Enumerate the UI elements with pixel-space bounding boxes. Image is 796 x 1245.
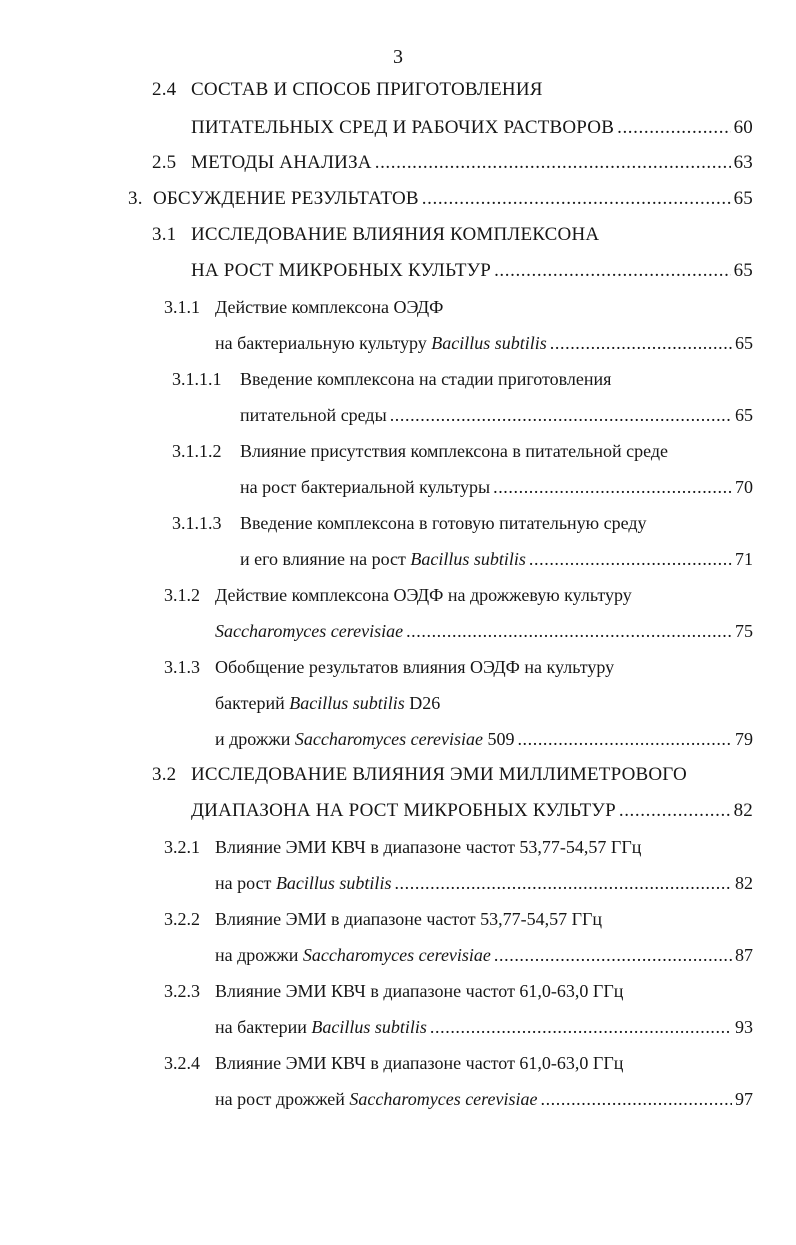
section-title-line2: ПИТАТЕЛЬНЫХ СРЕД И РАБОЧИХ РАСТВОРОВ	[191, 117, 615, 138]
toc-leader-line	[215, 1015, 753, 1039]
page-ref: 65	[735, 405, 753, 425]
section-title-line1: Влияние ЭМИ КВЧ в диапазоне частот 53,77-54,57 ГГц	[215, 837, 642, 857]
toc-leader-line	[240, 403, 753, 427]
section-number: 3.2.3	[164, 981, 200, 1001]
page-ref: 79	[735, 729, 753, 749]
section-title-line1: Обобщение результатов влияния ОЭДФ на культуру	[215, 657, 615, 677]
section-title: МЕТОДЫ АНАЛИЗА	[191, 152, 372, 173]
section-title: ОБСУЖДЕНИЕ РЕЗУЛЬТАТОВ	[153, 188, 419, 209]
section-title-line1: Влияние ЭМИ КВЧ в диапазоне частот 61,0-63,0 ГГц	[215, 1053, 624, 1073]
strain-code: 509	[487, 729, 515, 749]
section-title-line1: ИССЛЕДОВАНИЕ ВЛИЯНИЯ ЭМИ МИЛЛИМЕТРОВОГО	[191, 764, 687, 785]
section-number: 3.1.1.3	[172, 513, 222, 533]
section-number: 2.5	[152, 152, 177, 173]
section-title-line2: и его влияние на рост	[240, 549, 406, 569]
section-title-line2: на дрожжи	[215, 945, 299, 965]
toc-leader-line	[215, 943, 753, 967]
page-ref: 60	[733, 117, 753, 138]
species-name: Bacillus subtilis	[275, 873, 392, 893]
section-title-line3: и дрожжи	[215, 729, 291, 749]
page-number: 3	[393, 46, 403, 68]
section-number: 3.1.1	[164, 297, 200, 317]
page-ref: 65	[735, 333, 753, 353]
page-ref: 63	[733, 152, 753, 173]
strain-code: D26	[409, 693, 441, 713]
section-title-line1: Влияние ЭМИ КВЧ в диапазоне частот 61,0-63,0 ГГц	[215, 981, 624, 1001]
toc-leader-line	[215, 331, 753, 355]
section-title-line1: Влияние присутствия комплексона в питательной среде	[240, 441, 668, 461]
page-ref: 93	[735, 1017, 753, 1037]
title-text: бактерий	[215, 693, 285, 713]
page-ref: 82	[735, 873, 753, 893]
section-title-line2: на рост дрожжей	[215, 1089, 345, 1109]
page-ref: 65	[733, 188, 753, 209]
section-title-line1: СОСТАВ И СПОСОБ ПРИГОТОВЛЕНИЯ	[191, 79, 543, 100]
section-number: 3.1	[152, 224, 177, 245]
section-number: 3.2.4	[164, 1053, 200, 1073]
section-title-line1: Действие комплексона ОЭДФ	[215, 297, 444, 317]
toc-leader-line	[240, 547, 753, 571]
toc-leader-line	[215, 619, 753, 643]
section-number: 3.1.1.2	[172, 441, 222, 461]
toc-leader-line	[191, 259, 753, 283]
section-number: 3.1.1.1	[172, 369, 222, 389]
section-number: 3.2	[152, 764, 177, 785]
toc-leader-line	[240, 475, 753, 499]
species-name: Bacillus subtilis	[410, 549, 526, 569]
section-title-line2	[215, 691, 440, 715]
species-name: Bacillus subtilis	[431, 333, 547, 353]
species-name: Bacillus subtilis	[311, 1017, 427, 1037]
toc-leader-line	[153, 187, 753, 211]
page-ref: 82	[733, 800, 753, 821]
toc-leader-line	[215, 871, 753, 895]
section-title-line2: питательной среды	[240, 405, 387, 425]
section-number: 3.1.2	[164, 585, 200, 605]
species-name: Saccharomyces cerevisiae	[302, 945, 491, 965]
page-ref: 75	[735, 621, 753, 641]
section-title-line1: Действие комплексона ОЭДФ на дрожжевую культуру	[215, 585, 632, 605]
section-title-line2: на рост	[215, 873, 272, 893]
section-title-line2: на рост бактериальной культуры	[240, 477, 491, 497]
toc-leader-line	[191, 116, 753, 140]
species-name: Saccharomyces cerevisiae	[349, 1089, 538, 1109]
section-number: 3.2.2	[164, 909, 200, 929]
section-number: 3.1.3	[164, 657, 200, 677]
page-ref: 71	[735, 549, 753, 569]
section-number: 3.	[128, 188, 143, 209]
section-title-line1: Введение комплексона в готовую питательную среду	[240, 513, 647, 533]
section-title-line1: ИССЛЕДОВАНИЕ ВЛИЯНИЯ КОМПЛЕКСОНА	[191, 224, 600, 245]
section-number: 2.4	[152, 79, 177, 100]
section-title-line1: Введение комплексона на стадии приготовления	[240, 369, 612, 389]
species-name: Saccharomyces cerevisiae	[294, 729, 483, 749]
page-ref: 87	[735, 945, 753, 965]
page-ref: 65	[733, 260, 753, 281]
page-ref: 70	[735, 477, 753, 497]
species-name: Saccharomyces cerevisiae	[215, 621, 404, 641]
section-title-line1: Влияние ЭМИ в диапазоне частот 53,77-54,57 ГГц	[215, 909, 603, 929]
page-ref: 97	[735, 1089, 753, 1109]
toc-leader-line	[215, 1087, 753, 1111]
section-number: 3.2.1	[164, 837, 200, 857]
section-title-line2: ДИАПАЗОНА НА РОСТ МИКРОБНЫХ КУЛЬТУР	[191, 800, 616, 821]
section-title-line2: на бактерии	[215, 1017, 307, 1037]
toc-leader-line	[191, 151, 753, 175]
toc-leader-line	[215, 727, 753, 751]
section-title-line2: НА РОСТ МИКРОБНЫХ КУЛЬТУР	[191, 260, 492, 281]
section-title-line2: на бактериальную культуру	[215, 333, 427, 353]
toc-leader-line	[191, 799, 753, 823]
species-name: Bacillus subtilis	[289, 693, 405, 713]
